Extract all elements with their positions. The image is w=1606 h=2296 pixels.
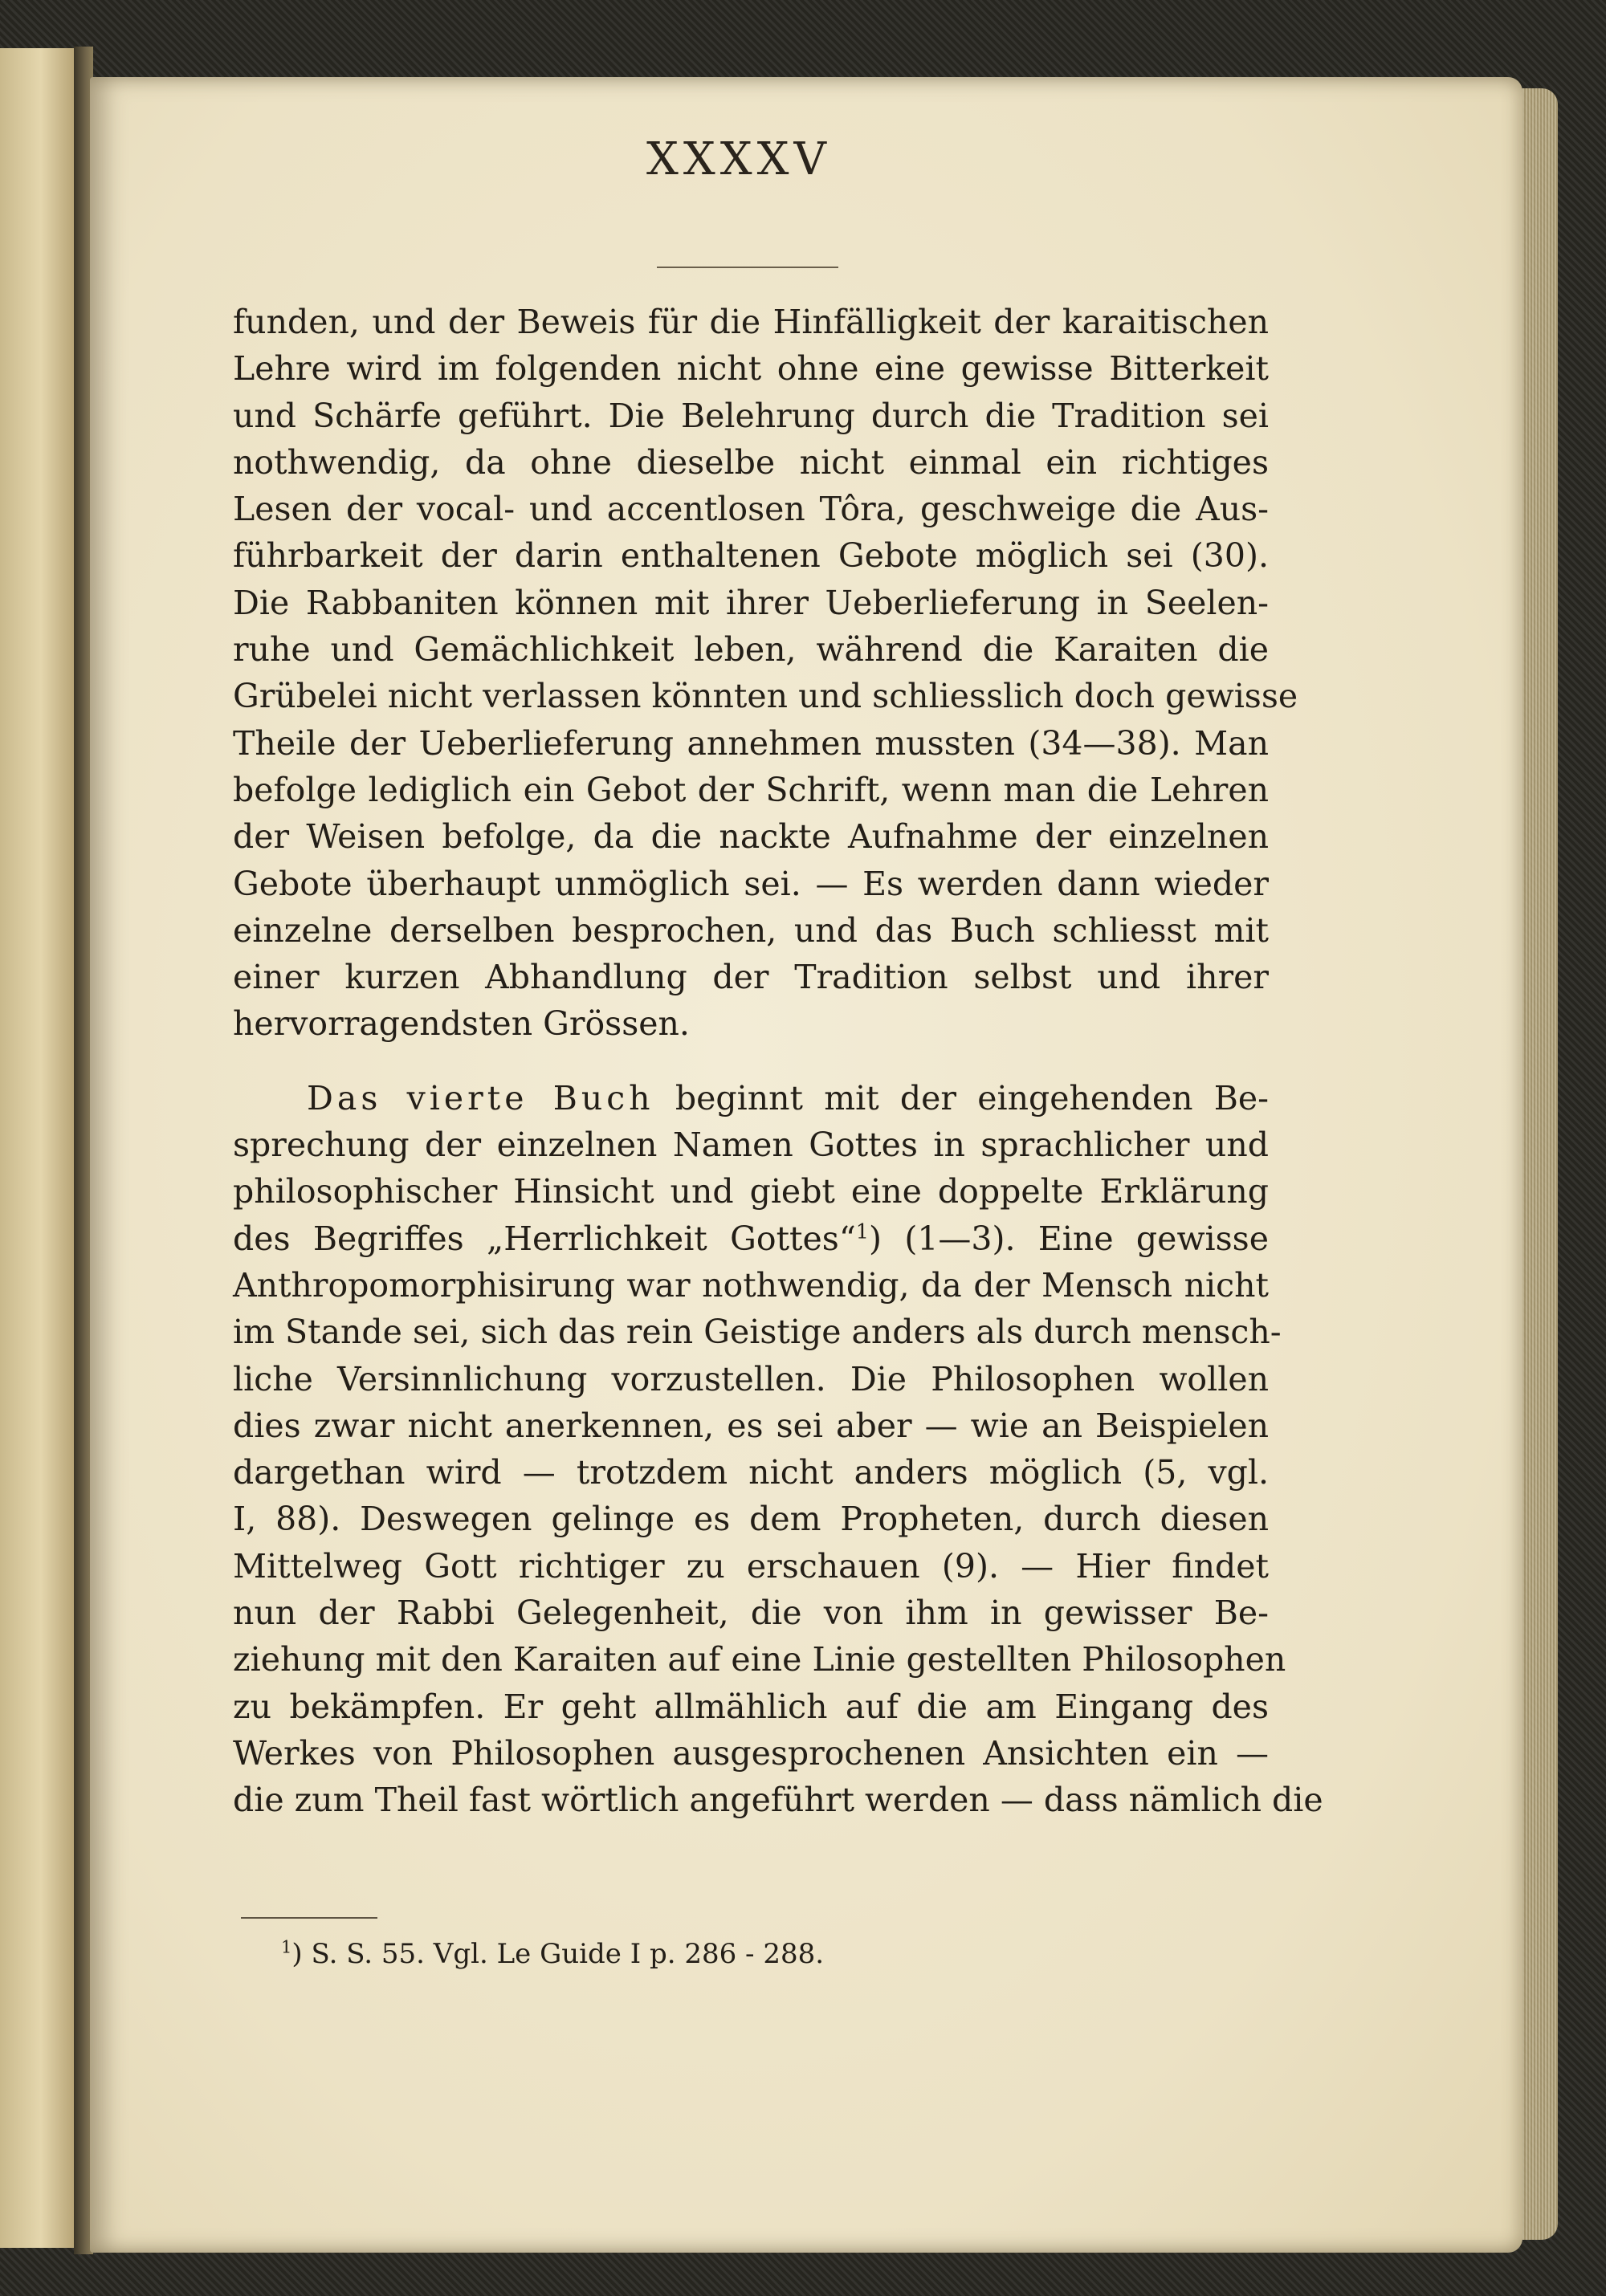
text-line: liche Versinnlichung vorzustellen. Die Philosophen wollen: [233, 1359, 1269, 1398]
text-line: [233, 1215, 1269, 1262]
text-line: Mittelweg Gott richtiger zu erschauen (9). — Hier findet: [233, 1546, 1269, 1586]
text-line: [233, 1075, 1269, 1122]
footnote-text: ) S. S. 55. Vgl. Le Guide I p. 286 - 288.: [291, 1938, 825, 1970]
paragraph-1: [233, 299, 1298, 1048]
footnote-marker: 1: [281, 1936, 292, 1957]
text-line: zu bekämpfen. Er geht allmählich auf die am Eingang des: [233, 1687, 1269, 1726]
previous-page-edge: [0, 48, 76, 2248]
text-line: I, 88). Deswegen gelinge es dem Propheten, durch diesen: [233, 1500, 1269, 1539]
text-line: hervorragendsten Grössen.: [233, 1004, 690, 1044]
footnote-rule: [241, 1917, 377, 1919]
text-line: die zum Theil fast wörtlich angeführt werden — dass nämlich die: [233, 1781, 1323, 1820]
header-rule: [657, 267, 838, 268]
text-line: philosophischer Hinsicht und giebt eine doppelte Erklärung: [233, 1172, 1269, 1211]
text-line: dies zwar nicht anerkennen, es sei aber — wie an Beispielen: [233, 1406, 1269, 1445]
paragraph-2: [233, 1075, 1323, 1824]
text-line: nothwendig, da ohne dieselbe nicht einmal ein richtiges: [233, 442, 1269, 482]
text-line: Die Rabbaniten können mit ihrer Ueberlieferung in Seelen-: [233, 583, 1269, 622]
paragraph-gap: [233, 1048, 1269, 1075]
text-line: Werkes von Philosophen ausgesprochenen Ansichten ein —: [233, 1733, 1269, 1773]
text-line: Lehre wird im folgenden nicht ohne eine gewisse Bitterkeit: [233, 349, 1269, 389]
text-line: ziehung mit den Karaiten auf eine Linie gestellten Philosophen: [233, 1640, 1286, 1679]
text-line: dargethan wird — trotzdem nicht anders möglich (5, vgl.: [233, 1453, 1269, 1492]
text-line: nun der Rabbi Gelegenheit, die von ihm in gewisser Be-: [233, 1594, 1269, 1633]
text-line: Lesen der vocal- und accentlosen Tôra, geschweige die Aus-: [233, 490, 1269, 529]
page-number: XXXXV: [646, 133, 831, 185]
text-line: befolge lediglich ein Gebot der Schrift, wenn man die Lehren: [233, 770, 1269, 809]
text-line: funden, und der Beweis für die Hinfälligkeit der karaitischen: [233, 303, 1269, 341]
text-span: beginnt mit der eingehenden Be-: [675, 1078, 1269, 1117]
spaced-heading-words: Das vierte Buch: [307, 1078, 654, 1117]
text-span: des Begriffes „Herrlichkeit Gottes“: [233, 1219, 856, 1258]
text-line: sprechung der einzelnen Namen Gottes in sprachlicher und: [233, 1126, 1269, 1165]
text-line: einzelne derselben besprochen, und das Buch schliesst mit: [233, 910, 1269, 950]
text-line: führbarkeit der darin enthaltenen Gebote möglich sei (30).: [233, 536, 1269, 576]
footnote-reference: 1: [855, 1218, 869, 1243]
body-text: [233, 299, 1323, 1824]
footnote: [281, 1938, 824, 1970]
text-line: Theile der Ueberlieferung annehmen mussten (34—38). Man: [233, 723, 1269, 763]
text-line: einer kurzen Abhandlung der Tradition selbst und ihrer: [233, 958, 1269, 997]
text-line: Anthropomorphisirung war nothwendig, da der Mensch nicht: [233, 1265, 1269, 1305]
text-line: ruhe und Gemächlichkeit leben, während die Karaiten die: [233, 630, 1269, 670]
text-line: und Schärfe geführt. Die Belehrung durch die Tradition sei: [233, 396, 1269, 435]
text-line: der Weisen befolge, da die nackte Aufnahme der einzelnen: [233, 817, 1269, 857]
text-line: Grübelei nicht verlassen könnten und schliesslich doch gewisse: [233, 677, 1298, 716]
text-line: Gebote überhaupt unmöglich sei. — Es werden dann wieder: [233, 864, 1269, 903]
text-line: im Stande sei, sich das rein Geistige anders als durch mensch-: [233, 1313, 1282, 1352]
text-span: ) (1—3). Eine gewisse: [868, 1219, 1269, 1258]
